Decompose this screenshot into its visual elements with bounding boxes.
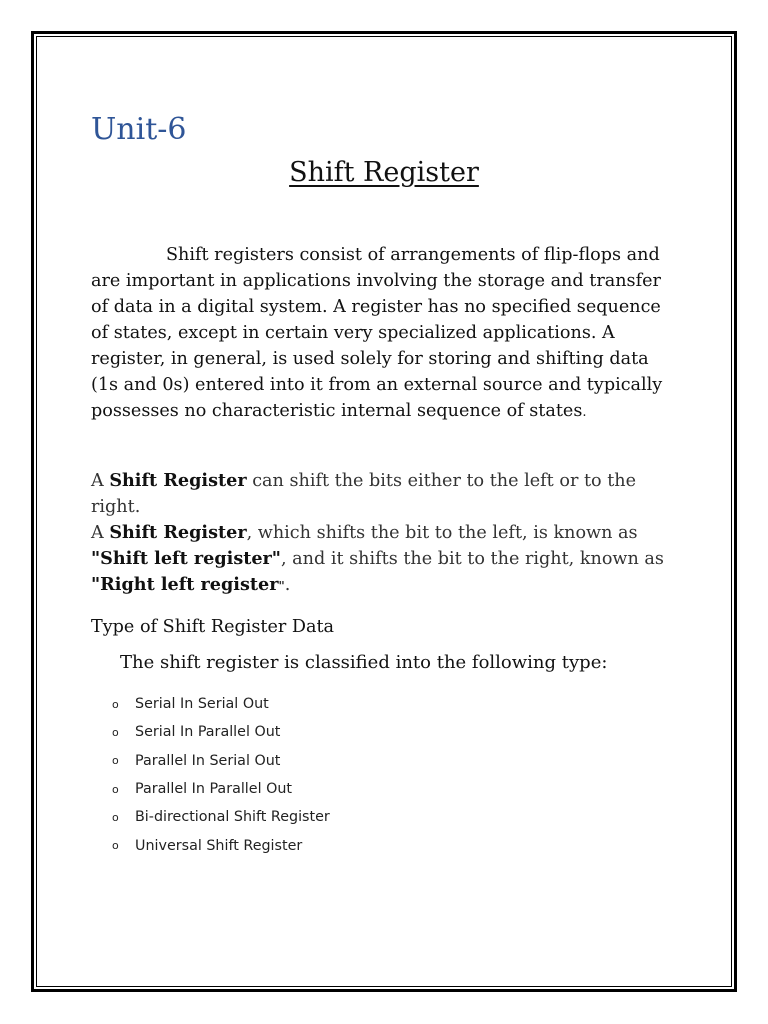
types-intro: The shift register is classified into the following type: <box>120 652 608 673</box>
bullet-icon: o <box>112 839 119 853</box>
left-right-paragraph <box>91 468 681 599</box>
list-item-label: Serial In Parallel Out <box>135 724 281 741</box>
lr-line2-bold3: "Right left register <box>91 574 279 595</box>
lr-line1-bold: Shift Register <box>109 470 247 491</box>
list-item <box>112 775 330 803</box>
bullet-icon: o <box>112 782 119 796</box>
list-item-label: Bi-directional Shift Register <box>135 809 330 826</box>
list-item-label: Parallel In Serial Out <box>135 752 281 769</box>
document-title-text: Shift Register <box>289 157 479 188</box>
lr-line2-bold2: "Shift left register" <box>91 548 281 569</box>
list-item <box>112 747 330 775</box>
intro-paragraph <box>91 242 671 426</box>
bullet-icon: o <box>112 754 119 768</box>
types-list <box>112 690 330 860</box>
bullet-icon: o <box>112 725 119 739</box>
unit-heading: Unit-6 <box>91 112 187 147</box>
list-item-label: Parallel In Parallel Out <box>135 781 293 798</box>
lr-line1-b: can shift the bits either to the left or to the right. <box>91 471 637 517</box>
bullet-icon: o <box>112 810 119 824</box>
list-item <box>112 831 330 859</box>
lr-line2-b: , which shifts the bit to the left, is known as <box>246 523 638 543</box>
list-item <box>112 690 330 718</box>
types-heading: Type of Shift Register Data <box>91 617 335 637</box>
lr-line2-a: A <box>91 523 110 543</box>
document-title <box>0 157 768 188</box>
list-item <box>112 803 330 831</box>
intro-period: . <box>582 405 587 420</box>
lr-line2-quote: " <box>278 579 285 593</box>
list-item-label: Universal Shift Register <box>135 837 303 854</box>
lr-line2-end: . <box>284 575 291 595</box>
list-item <box>112 718 330 746</box>
lr-line2-c: , and it shifts the bit to the right, known as <box>280 549 664 569</box>
bullet-icon: o <box>112 697 119 711</box>
list-item-label: Serial In Serial Out <box>135 696 269 713</box>
lr-line1-a: A <box>91 471 110 491</box>
intro-text: Shift registers consist of arrangements of flip-flops and are important in applications involving the storage and transfer of data in a digital system. A register has no specified sequence of states, except in certain very specialized applications. A register, in general, is used solely for storing and shifting data (1s and 0s) entered into it from an external source and typically possesses no characteristic internal sequence of states <box>91 245 663 421</box>
lr-line2-bold1: Shift Register <box>109 522 247 543</box>
